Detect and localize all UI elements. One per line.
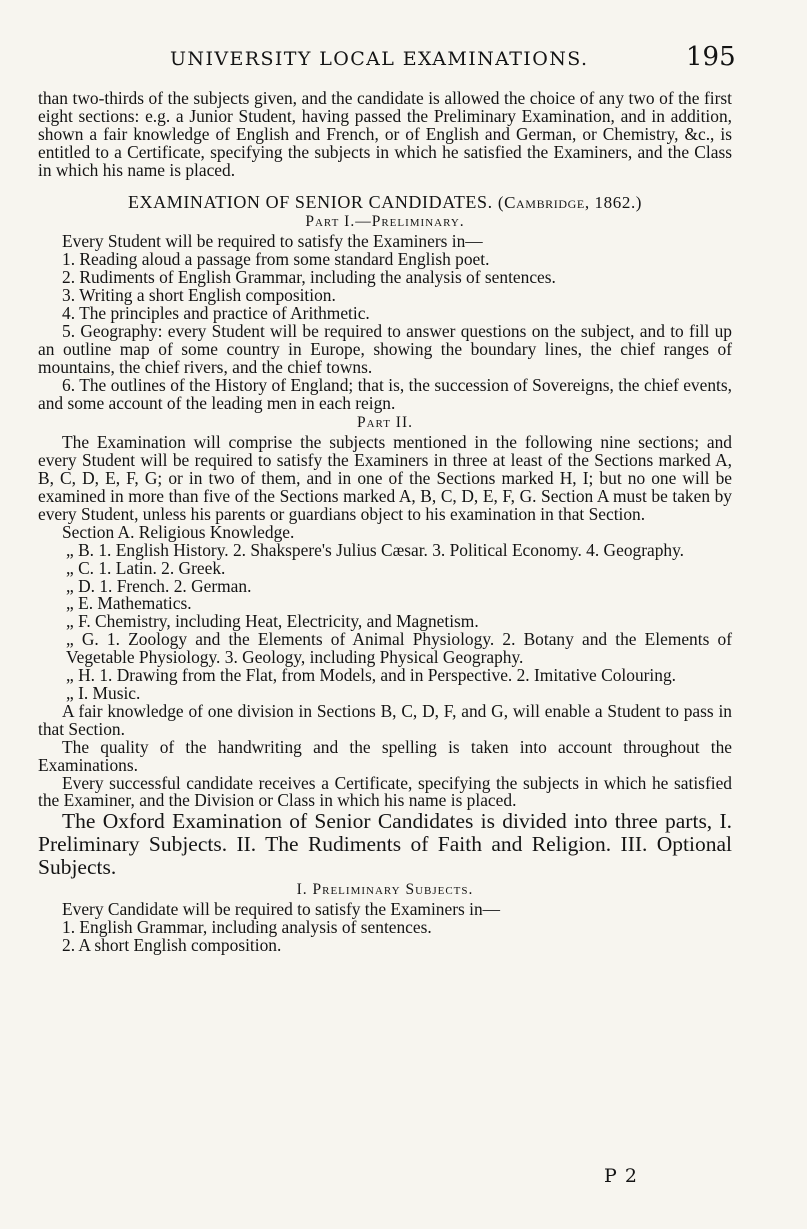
note-paragraph: Every successful candidate receives a Certificate, specifying the subjects in which he satisfied the Examiner, and the Division or Class in which his name is placed. [38,772,732,811]
running-head: UNIVERSITY LOCAL EXAMINATIONS. [170,48,589,70]
section-item: „ B. 1. English History. 2. Shakspere's Julius Cæsar. 3. Political Economy. 4. Geography. [66,539,685,560]
heading-note: (Cambridge, 1862.) [497,192,643,212]
intro-paragraph: than two-thirds of the subjects given, and the candidate is allowed the choice of any two of the first eight sections: e.g. a Junior Student, having passed the Preliminary Examination, and in addition, shown a fair knowledge of English and French, or of English and German, or Chemistry, &c., is entitled to a Certificate, specifying the subjects in which he satisfied the Examiners, and the Class in which his name is placed. [38,88,732,180]
part-two-intro: The Examination will comprise the subjects mentioned in the following nine sections; and every Student will be required to satisfy the Examiners in three at least of the Sections marked A, B, C, D, E, F, G; or in two of them, and in one of the Sections marked H, I; but no one will be examined in more than five of the Sections marked A, B, C, D, E, F, G. Section A must be taken by every Student, unless his parents or guardians object to his examination in that Section. [38,432,732,524]
part-two-heading: Part II. [356,414,414,432]
list-item: 6. The outlines of the History of England; that is, the succession of Sovereigns, the chief events, and some account of the leading men in each reign. [38,374,732,413]
section-item: „ G. 1. Zoology and the Elements of Animal Physiology. 2. Botany and the Elements of Vegetable Physiology. 3. Geology, including Physical Geography. [66,629,732,668]
note-paragraph: A fair knowledge of one division in Sections B, C, D, F, and G, will enable a Student to pass in that Section. [38,700,732,739]
note-paragraph: The quality of the handwriting and the spelling is taken into account throughout the Examinations. [38,736,732,775]
list-item: 1. English Grammar, including analysis of sentences. [62,917,432,938]
page-header [0,40,807,80]
list-item: 4. The principles and practice of Arithmetic. [62,302,370,323]
oxford-paragraph: The Oxford Examination of Senior Candidates is divided into three parts, I. Preliminary Subjects. II. The Rudiments of Faith and Religion. III. Optional Subjects. [38,809,732,880]
senior-candidates-heading [38,191,732,212]
part-one-heading: Part I.—Preliminary. [305,213,465,231]
part-one-lead: Every Student will be required to satisfy the Examiners in— [62,231,483,252]
body-text [38,90,732,955]
section-item: „ E. Mathematics. [66,593,192,614]
section-item: „ F. Chemistry, including Heat, Electricity, and Magnetism. [66,611,479,632]
oxford-lead: Every Candidate will be required to satisfy the Examiners in— [62,899,501,920]
section-item: „ C. 1. Latin. 2. Greek. [66,557,226,578]
list-item: 2. A short English composition. [62,935,282,956]
section-item: Section A. Religious Knowledge. [62,521,295,542]
page-number: 195 [686,42,736,72]
section-item: „ H. 1. Drawing from the Flat, from Models, and in Perspective. 2. Imitative Colouring. [66,665,677,686]
list-item: 3. Writing a short English composition. [62,285,336,306]
list-item: 5. Geography: every Student will be required to answer questions on the subject, and to fill up an outline map of some country in Europe, showing the boundary lines, the chief ranges of mountains, the chief rivers, and the chief towns. [38,320,732,377]
list-item: 2. Rudiments of English Grammar, including the analysis of sentences. [62,267,556,288]
signature-mark: P 2 [604,1165,638,1187]
heading-title: EXAMINATION OF SENIOR CANDIDATES. [127,191,493,212]
section-item: „ D. 1. French. 2. German. [66,575,252,596]
list-item: 1. Reading aloud a passage from some standard English poet. [62,249,490,270]
section-item: „ I. Music. [66,683,141,703]
preliminary-subjects-heading: I. Preliminary Subjects. [296,881,474,899]
